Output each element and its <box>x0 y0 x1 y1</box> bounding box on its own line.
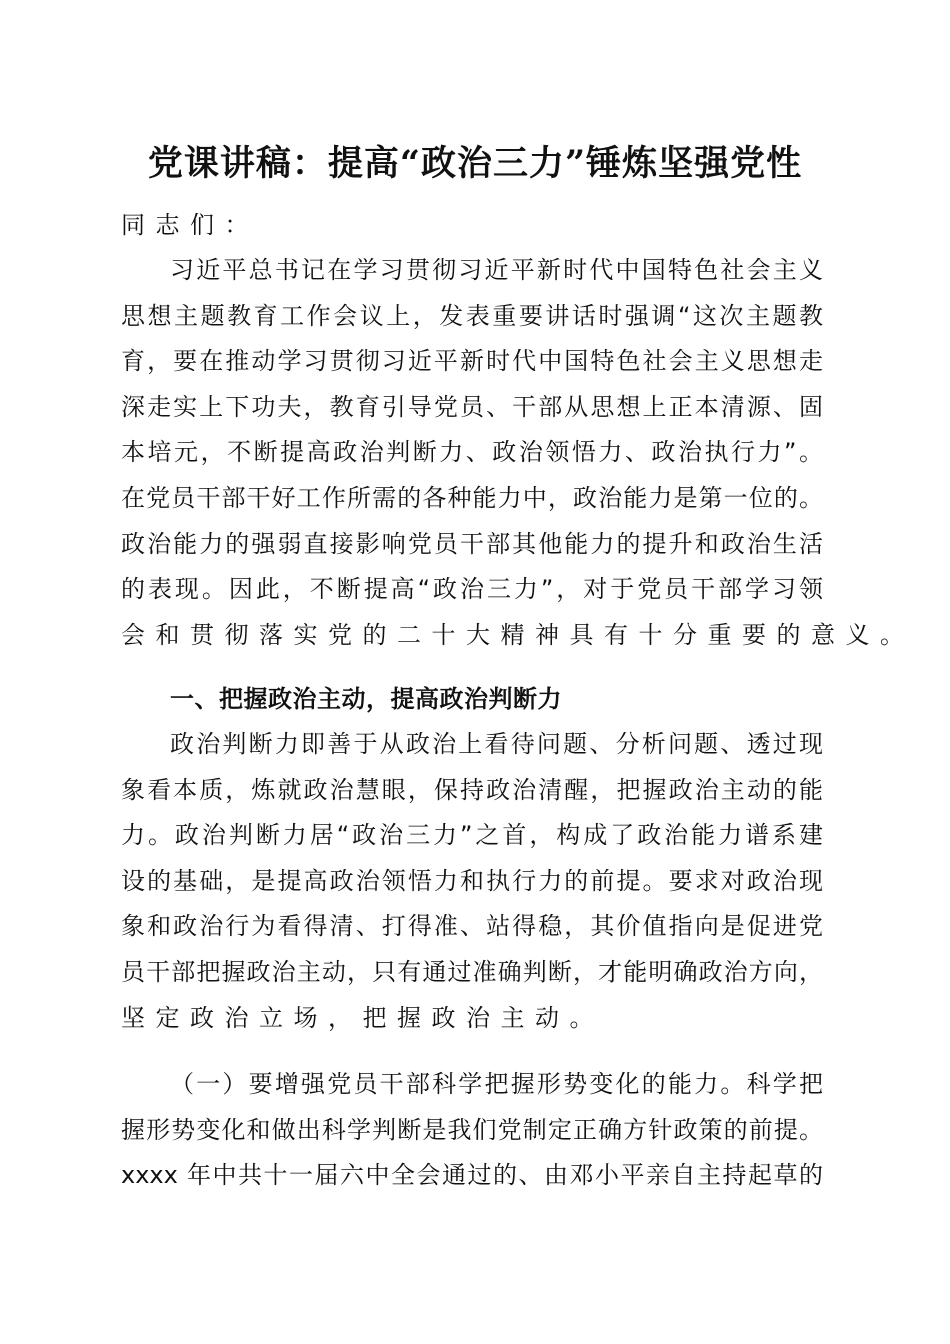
paragraph-judgment <box>121 722 823 1041</box>
paragraph-line: 会和贯彻落实党的二十大精神具有十分重要的意义。 <box>121 620 915 649</box>
paragraph-line: 本培元，不断提高政治判断力、政治领悟力、政治执行力”。 <box>121 438 823 467</box>
paragraph-line: 政治能力的强弱直接影响党员干部其他能力的提升和政治生活 <box>121 529 823 558</box>
paragraph-line: 握形势变化和做出科学判断是我们党制定正确方针政策的前提。 <box>121 1115 823 1144</box>
paragraph-line: 习近平总书记在学习贯彻习近平新时代中国特色社会主义 <box>170 256 823 284</box>
paragraph-line: 设的基础，是提高政治领悟力和执行力的前提。要求对政治现 <box>121 866 823 895</box>
paragraph-line: 力。政治判断力居“政治三力”之首，构成了政治能力谱系建 <box>121 821 823 850</box>
greeting: 同志们： <box>121 211 259 239</box>
paragraph-line: 在党员干部干好工作所需的各种能力中，政治能力是第一位的。 <box>121 483 823 512</box>
greeting-block <box>121 203 823 249</box>
paragraph-line: 象看本质，炼就政治慧眼，保持政治清醒，把握政治主动的能 <box>121 775 823 804</box>
paragraph-line: 员干部把握政治主动，只有通过准确判断，才能明确政治方向， <box>121 957 823 986</box>
paragraph-subsection-1 <box>121 1062 823 1199</box>
paragraph-line: 政治判断力即善于从政治上看待问题、分析问题、透过现 <box>170 730 823 758</box>
paragraph-line: 育，要在推动学习贯彻习近平新时代中国特色社会主义思想走 <box>121 347 823 376</box>
paragraph-line: （一）要增强党员干部科学把握形势变化的能力。科学把 <box>170 1070 823 1098</box>
paragraph-line: 坚定政治立场，把握政治主动。 <box>121 1003 604 1032</box>
document-title: 党课讲稿：提高“政治三力”锤炼坚强党性 <box>147 143 803 184</box>
paragraph-line: 深走实上下功夫，教育引导党员、干部从思想上正本清源、固 <box>121 392 823 421</box>
heading-block <box>121 677 823 723</box>
paragraph-intro <box>121 248 915 658</box>
section-heading-1: 一、把握政治主动，提高政治判断力 <box>170 685 562 713</box>
paragraph-line: 象和政治行为看得清、打得准、站得稳，其价值指向是促进党 <box>121 912 823 941</box>
paragraph-line: 思想主题教育工作会议上，发表重要讲话时强调“这次主题教 <box>121 301 823 330</box>
paragraph-line: xxxx 年中共十一届六中全会通过的、由邓小平亲自主持起草的 <box>121 1161 823 1190</box>
paragraph-line: 的表现。因此，不断提高“政治三力”，对于党员干部学习领 <box>121 575 823 604</box>
